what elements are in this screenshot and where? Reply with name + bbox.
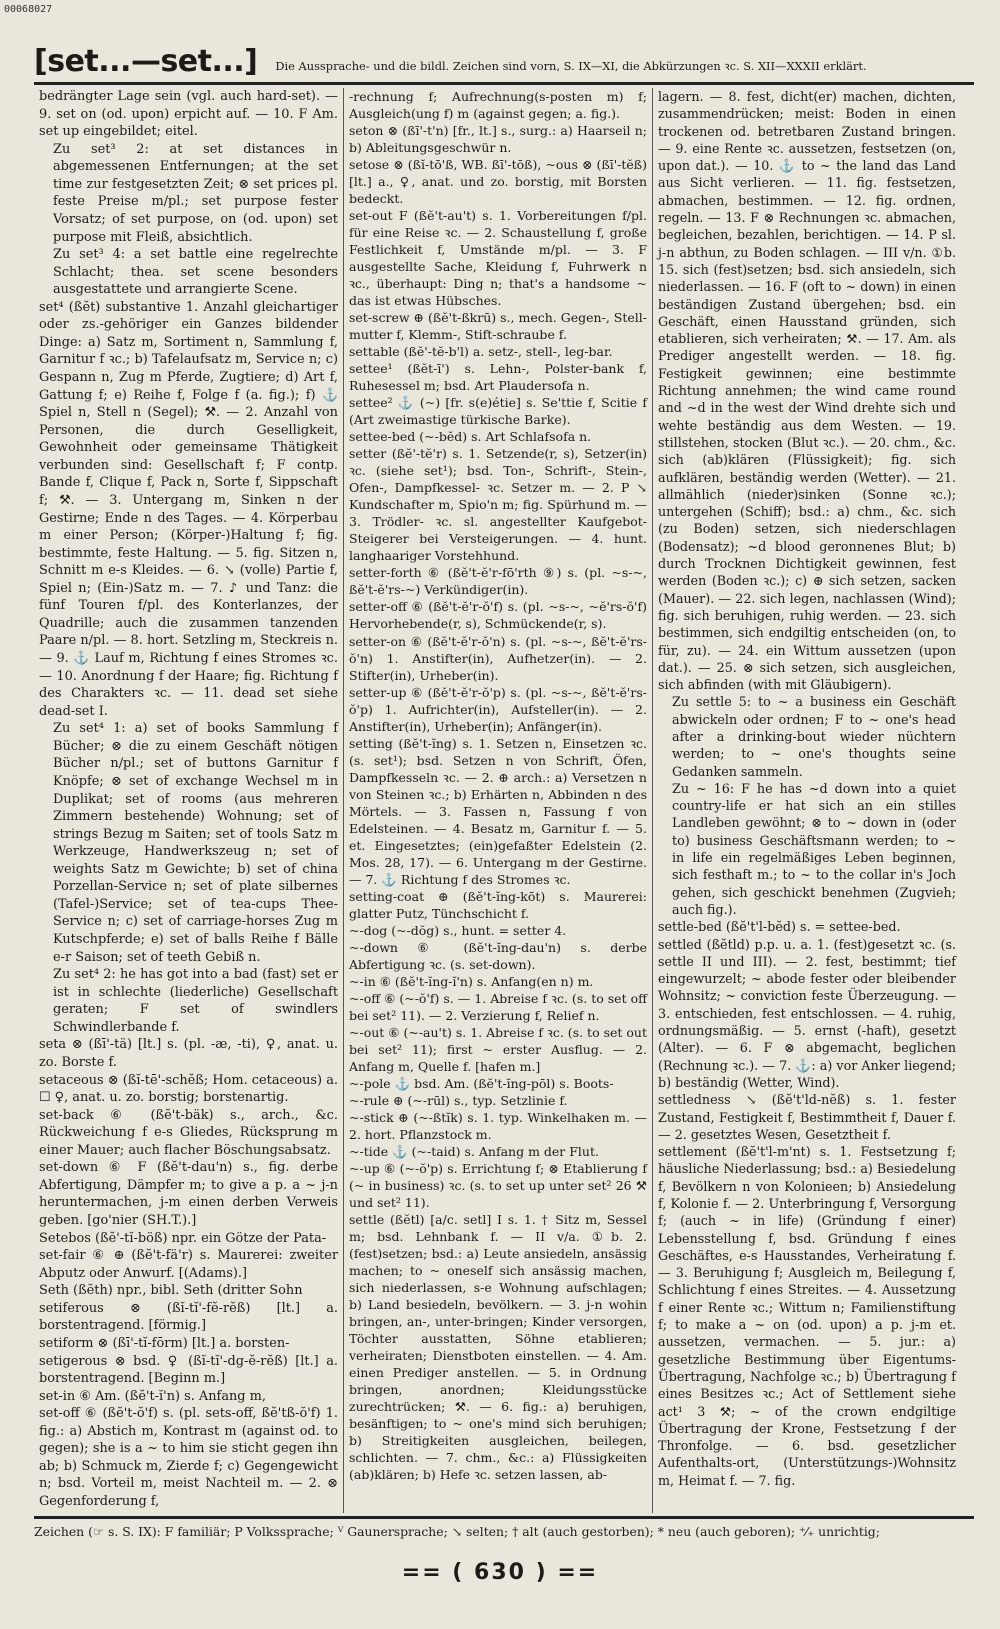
dictionary-entry: settee-bed (~-bĕd) s. Art Schlafsofa n. — [349, 429, 592, 445]
dictionary-entry: seton ⊗ (ßī'-t'n) [fr., lt.] s., surg.: a) Haarseil n; b) Ableitungsgeschwür n. — [349, 123, 647, 156]
dictionary-entry: settee¹ (ßĕt-ī') s. Lehn-, Polster-bank f, Ruhesessel m; bsd. Art Plaudersofa n. — [349, 361, 647, 394]
dictionary-entry: Zu set⁴ 2: he has got into a bad (fast) set er ist in schlechte (liederliche) Gesellschaft geraten; F set of swindlers Schwindlerbande f. — [53, 967, 338, 1035]
dictionary-entry: ~-dog (~-dŏg) s., hunt. = setter 4. — [349, 922, 567, 938]
dictionary-entry: Zu ~ 16: F he has ~d down into a quiet country-life er hat sich an ein stilles Landleben gewöhnt; ⊗ to ~ down in (oder to) business Geschäftsmann werden; to ~ in life ein regelmäßiges Leben beginnen, sich festhaft m.; to ~ to the collar in's Joch gehen, sich geschickt benehmen (Zugvieh; auch fig.). — [672, 780, 956, 917]
footer-legend: Zeichen (☞ s. S. IX): F familiär; P Volkssprache; ⱽ Gaunersprache; ↘ selten; † alt (auch gestorben); * neu (auch geboren); ⁺⁄₊ unrichtig; — [34, 1516, 974, 1539]
dictionary-entry: bedrängter Lage sein (vgl. auch hard-set). — 9. set on (od. upon) erpicht auf. — 10. F Am. set up eingebildet; eitel. — [39, 89, 338, 140]
dictionary-entry: setose ⊗ (ßĭ-tō'ß, WB. ßī'-tōß), ~ous ⊗ (ßī'-tĕß) [lt.] a., ♀, anat. und zo. borstig, mit Borsten bedeckt. — [349, 157, 647, 207]
dictionary-entry: ~-off ⑥ (~-ŏ'f) s. — 1. Abreise f ꝛc. (s. to set off bei set² 11). — 2. Verzierung f, Relief n. — [349, 990, 647, 1023]
dictionary-entry: Zu set³ 4: a set battle eine regelrechte Schlacht; thea. set scene besonders ausgestattete und arrangierte Scene. — [53, 247, 338, 298]
dictionary-entry: set-screw ⊕ (ßĕ't-ßkrū) s., mech. Gegen-, Stell-mutter f, Klemm-, Stift-schraube f. — [349, 310, 647, 343]
dictionary-entry: ~-tide ⚓ (~-taid) s. Anfang m der Flut. — [349, 1143, 599, 1159]
dictionary-entry: Zu set³ 2: at set distances in abgemessenen Entfernungen; at the set time zur festgesetzten Zeit; ⊗ set prices pl. feste Preise m/pl.; set purpose fester Vorsatz; of set purpose, on (od. upon) set purpose mit Fleiß, absichtlich. — [53, 141, 338, 245]
dictionary-entry: ~-down ⑥ (ßĕ't-ĭng-dau'n) s. derbe Abfertigung ꝛc. (s. set-down). — [349, 939, 647, 972]
dictionary-entry: set-down ⑥ F (ßĕ't-dau'n) s., fig. derbe Abfertigung, Dämpfer m; to give a p. a ~ j-n heruntermachen, j-m einen derben Verweis geben. [go'nier (SH.T.).] — [39, 1160, 338, 1228]
dictionary-entry: setter-up ⑥ (ßĕ't-ĕ'r-ŏ'p) s. (pl. ~s-~, ßĕ't-ĕ'rs-ŏ'p) 1. Aufrichter(in), Aufsteller(in). — 2. Anstifter(in), Urheber(in); Anfänger(in). — [349, 684, 647, 734]
dictionary-entry: set-fair ⑥ ⊕ (ßĕ't-fä'r) s. Maurerei: zweiter Abputz oder Anwurf. [(Adams).] — [39, 1248, 338, 1281]
dictionary-entry: seta ⊗ (ßī'-tä) [lt.] s. (pl. -æ, -ti), ♀, anat. u. zo. Borste f. — [39, 1037, 338, 1070]
dictionary-entry: set-in ⑥ Am. (ßĕ't-ĭ'n) s. Anfang m, — [39, 1388, 266, 1404]
column-left — [34, 88, 343, 1513]
dictionary-entry: settle-bed (ßĕ't'l-bĕd) s. = settee-bed. — [658, 919, 901, 935]
page-header — [34, 42, 974, 85]
dictionary-entry: ~-pole ⚓ bsd. Am. (ßĕ't-ĭng-pōl) s. Boots- — [349, 1075, 614, 1091]
dictionary-entry: ~-up ⑥ (~-ŏ'p) s. Errichtung f; ⊗ Etablierung f (~ in business) ꝛc. (s. to set up unter set² 26 ⚒ und set² 11). — [349, 1160, 647, 1211]
running-head: [set...—set...] — [34, 44, 258, 79]
header-note: Die Aussprache- und die bildl. Zeichen sind vorn, S. IX—XI, die Abkürzungen ꝛc. S. XII—XXXII erklärt. — [275, 59, 867, 73]
column-middle — [343, 88, 652, 1513]
dictionary-entry: setter (ßĕ'-tĕ'r) s. 1. Setzende(r, s), Setzer(in) ꝛc. (siehe set¹); bsd. Ton-, Schrift-, Stein-, Ofen-, Dampfkessel- ꝛc. Setzer m. — 2. P ↘ Kundschafter m, Spio'n m; fig. Spürhund m. — 3. Trödler- ꝛc. sl. angestellter Kaufgebot-Steigerer bei Versteigerungen. — 4. hunt. langhaariger Vorstehhund. — [349, 446, 647, 564]
dictionary-entry: Zu settle 5: to ~ a business ein Geschäft abwickeln oder ordnen; F to ~ one's head after a drinking-bout wieder nüchtern werden; to ~ one's thoughts seine Gedanken sammeln. — [672, 694, 956, 779]
dictionary-entry: settled (ßĕtld) p.p. u. a. 1. (fest)gesetzt ꝛc. (s. settle II und III). — 2. fest, bestimmt; tief eingewurzelt; ~ abode fester oder bleibender Wohnsitz; ~ conviction feste Überzeugung. — 3. entschieden, fest entschlossen. — 4. ruhig, ordnungsmäßig. — 5. ernst (-haft), gesetzt (Alter). — 6. F ⊗ abgemacht, beglichen (Rechnung ꝛc.). — 7. ⚓: a) vor Anker liegend; b) beständig (Wetter, Wind). — [658, 936, 956, 1090]
dictionary-entry: setiferous ⊗ (ßĭ-tĭ'-fĕ-rĕß) [lt.] a. borstentragend. [förmig.] — [39, 1300, 338, 1334]
dictionary-entry: setter-forth ⑥ (ßĕ't-ĕ'r-fō'rth ⑨) s. (pl. ~s-~, ßĕ't-ĕ'rs-~) Verkündiger(in). — [349, 565, 647, 598]
dictionary-entry: Zu set⁴ 1: a) set of books Sammlung f Bücher; ⊗ die zu einem Geschäft nötigen Bücher n/pl.; set of buttons Garnitur f Knöpfe; ⊗ set of exchange Wechsel m in Duplikat; set of rooms (aus mehreren Zimmern bestehende) Wohnung; set of strings Bezug m Saiten; set of tools Satz m Werkzeuge, Handwerkszeug n; set of weights Satz m Gewichte; b) set of china Porzellan-Service n; set of plate silbernes (Tafel-)Service; set of tea-cups Thee-Service n; c) set of carriage-horses Zug m Kutschpferde; e) set of balls Reihe f Bälle e-r Saison; set of teeth Gebiß n. — [53, 721, 338, 965]
dictionary-entry: setaceous ⊗ (ßĭ-tē'-schĕß; Hom. cetaceous) a. ☐ ♀, anat. u. zo. borstig; borstenartig. — [39, 1072, 338, 1106]
dictionary-entry: ~-rule ⊕ (~-rūl) s., typ. Setzlinie f. — [349, 1092, 568, 1108]
dictionary-entry: ~-stick ⊕ (~-ßtĭk) s. 1. typ. Winkelhaken m. — 2. hort. Pflanzstock m. — [349, 1109, 647, 1142]
dictionary-entry: -rechnung f; Aufrechnung(s-posten m) f; Ausgleich(ung f) m (against gegen; a. fig.). — [349, 89, 647, 122]
dictionary-entry: settee² ⚓ (~) [fr. s(e)étie] s. Se'ttie f, Scitie f (Art zweimastige türkische Barke). — [349, 395, 647, 428]
dictionary-entry: settle (ßĕtl) [a/c. setl] I s. 1. † Sitz m, Sessel m; bsd. Lehnbank f. — II v/a. ①b. 2. (fest)setzen; bsd.: a) Leute ansiedeln, ansässig machen; to ~ oneself sich ansässig machen, sich niederlassen, s-e Wohnung aufschlagen; b) Land besiedeln, bevölkern. — 3. j-n wohin bringen, an-, unter-bringen; Kinder versorgen, Töchter ausstatten, Söhne etablieren; verheiraten; Dienstboten einstellen. — 4. Am. einen Prediger anstellen. — 5. in Ordnung bringen, anordnen; Kleidungsstücke zurechtrücken; ⚒. — 6. fig.: a) beruhigen, besänftigen; to ~ one's mind sich beruhigen; b) Streitigkeiten ausgleichen, beilegen, schlichten. — 7. chm., &c.: a) Flüssigkeiten (ab)klären; b) Hefe ꝛc. setzen lassen, ab- — [349, 1212, 647, 1483]
dictionary-entry: settlement (ßĕ't'l-m'nt) s. 1. Festsetzung f; häusliche Niederlassung; bsd.: a) Besiedelung f, Bevölkern n von Kolonieen; b) Ansiedelung f, Kolonie f. — 2. Unterbringung f, Versorgung f; (auch ~ in life) (Gründung f einer) Lebensstellung f, bsd. Gründung f eines Geschäftes, e-s Hausstandes, Verheiratung f. — 3. Beruhigung f; Ausgleich m, Beilegung f, Schlichtung f eines Streites. — 4. Aussetzung f einer Rente ꝛc.; Wittum n; Familienstiftung f; to make a ~ on (od. upon) a p. j-m et. aussetzen, vermachen. — 5. jur.: a) gesetzliche Bestimmung über Eigentums-Übertragung, Nachfolge ꝛc.; b) Übertragung f eines Besitzes ꝛc.; Act of Settlement siehe act¹ 3 ⚒; ~ of the crown endgiltige Übertragung der Krone, Festsetzung f der Thronfolge. — 6. bsd. gesetzlicher Aufenthalts-ort, (Unterstützungs-)Wohnsitz m, Heimat f. — 7. fig. — [658, 1144, 956, 1488]
dictionary-entry: Setebos (ßĕ'-tĭ-böß) npr. ein Götze der Pata- — [39, 1230, 327, 1246]
dictionary-entry: set-back ⑥ (ßĕ't-bäk) s., arch., &c. Rückweichung f e-s Gliedes, Rücksprung m einer Mauer; auch flacher Böschungsabsatz. — [39, 1107, 338, 1158]
dictionary-entry: setter-on ⑥ (ßĕ't-ĕ'r-ŏ'n) s. (pl. ~s-~, ßĕ't-ĕ'rs-ŏ'n) 1. Anstifter(in), Aufhetzer(in). — 2. Stifter(in), Urheber(in). — [349, 633, 647, 683]
dictionary-entry: set⁴ (ßĕt) substantive 1. Anzahl gleichartiger oder zs.-gehöriger ein Ganzes bildender Dinge: a) Satz m, Sortiment n, Sammlung f, Garnitur f ꝛc.; b) Tafelaufsatz m, Service n; c) Gespann n, Zug m Pferde, Zugtiere; d) Art f, Gattung f; e) Reihe f, Folge f (a. fig.); f) ⚓ Spiel n, Stell n (Segel); ⚒. — 2. Anzahl von Personen, die durch Geselligkeit, Gewohnheit oder gemeinsame Thätigkeit verbunden sind: Gesellschaft f; F contp. Bande f, Clique f, Pack n, Sorte f, Sippschaft f; ⚒. — 3. Untergang m, Sinken n der Gestirne; Ende n des Tages. — 4. Körperbau m einer Person; (Körper-)Haltung f; fig. bestimmte, feste Haltung. — 5. fig. Sitzen n, Schnitt m e-s Kleides. — 6. ↘ (volle) Partie f, Spiel n; (Ein-)Satz m. — 7. ♪ und Tanz: die fünf Touren f/pl. des Konterlanzes, der Quadrille; auch die zusammen tanzenden Paare n/pl. — 8. hort. Setzling m, Steckreis n. — 9. ⚓ Lauf m, Richtung f eines Stromes ꝛc. — 10. Anordnung f der Haare; fig. Richtung f des Charakters ꝛc. — 11. dead set siehe dead-set I. — [39, 299, 338, 719]
scan-id: 00068027 — [4, 4, 53, 15]
dictionary-entry: settable (ßĕ'-tĕ-b'l) a. setz-, stell-, leg-bar. — [349, 344, 613, 360]
dictionary-entry: ~-out ⑥ (~-au't) s. 1. Abreise f ꝛc. (s. to set out bei set² 11); first ~ erster Ausflug. — 2. Anfang m, Quelle f. [hafen m.] — [349, 1024, 647, 1074]
dictionary-entry: setter-off ⑥ (ßĕ't-ĕ'r-ŏ'f) s. (pl. ~s-~, ~ĕ'rs-ŏ'f) Hervorhebende(r, s), Schmückende(r, s). — [349, 599, 647, 632]
dictionary-entry: setiform ⊗ (ßī'-tĭ-fōrm) [lt.] a. borsten- — [39, 1335, 290, 1351]
page-number-value: 630 — [474, 1560, 526, 1585]
dictionary-entry: set-out F (ßĕ't-au't) s. 1. Vorbereitungen f/pl. für eine Reise ꝛc. — 2. Schaustellung f, große Festlichkeit f, Umstände m/pl. — 3. F ausgestellte Sache, Kleidung f, Fuhrwerk n ꝛc., überhaupt: Ding n; that's a handsome ~ das ist etwas Hübsches. — [349, 208, 647, 309]
dictionary-entry: setting-coat ⊕ (ßĕ't-ĭng-kōt) s. Maurerei: glatter Putz, Tünchschicht f. — [349, 888, 647, 921]
page-number: == ( 630 ) == — [401, 1560, 599, 1585]
dictionary-entry: settledness ↘ (ßĕ't'ld-nĕß) s. 1. fester Zustand, Festigkeit f, Bestimmtheit f, Dauer f. — 2. gesetztes Wesen, Gesetztheit f. — [658, 1092, 956, 1142]
dictionary-entry: set-off ⑥ (ßĕ't-ŏ'f) s. (pl. sets-off, ßĕ'tß-ŏ'f) 1. fig.: a) Abstich m, Kontrast m (against od. to gegen); she is a ~ to him sie sticht gegen ihn ab; b) Schmuck m, Zierde f; c) Gegengewicht n; bsd. Vorteil m, meist Nachteil m. — 2. ⊗ Gegenforderung f, — [39, 1406, 338, 1509]
column-right — [652, 88, 961, 1513]
dictionary-entry: setting (ßĕ't-ĭng) s. 1. Setzen n, Einsetzen ꝛc. (s. set¹); bsd. Setzen n von Schrift, Öfen, Dampfkesseln ꝛc. — 2. ⊕ arch.: a) Versetzen n von Steinen ꝛc.; b) Erhärten n, Abbinden n des Mörtels. — 3. Fassen n, Fassung f von Edelsteinen. — 4. Besatz m, Garnitur f. — 5. et. Eingesetztes; (ein)gefaßter Edelstein (2. Mos. 28, 17). — 6. Untergang m der Gestirne. — 7. ⚓ Richtung f des Stromes ꝛc. — [349, 735, 647, 887]
dictionary-entry: setigerous ⊗ bsd. ♀ (ßĭ-tĭ'-dg-ĕ-rĕß) [lt.] a. borstentragend. [Beginn m.] — [39, 1353, 338, 1387]
dictionary-entry: lagern. — 8. fest, dicht(er) machen, dichten, zusammendrücken; meist: Boden in einen trockenen od. betretbaren Zustand bringen. — 9. eine Rente ꝛc. aussetzen, festsetzen (on, upon dat.). — 10. ⚓ to ~ the land das Land aus Sicht verlieren. — 11. fig. festsetzen, abmachen, bestimmen. — 12. fig. ordnen, regeln. — 13. F ⊗ Rechnungen ꝛc. abmachen, begleichen, bezahlen, berichtigen. — 14. P sl. j-n abthun, zu Boden schlagen. — III v/n. ①b. 15. sich (fest)setzen; bsd. sich ansiedeln, sich niederlassen. — 16. F (oft to ~ down) in einen beständigen Zustand übergehen; bsd. ein Geschäft, einen Hausstand gründen, sich etablieren, sich verheiraten; ⚒. — 17. Am. als Prediger angestellt werden. — 18. fig. Festigkeit gewinnen; eine bestimmte Richtung annehmen; the wind came round and ~d in the west der Wind drehte sich und wehte beständig aus dem Westen. — 19. stillstehen, stocken (Blut ꝛc.). — 20. chm., &c. sich (ab)klären (Flüssigkeit); fig. sich aufklären, beständig werden (Wetter). — 21. allmählich (nieder)sinken (Sonne ꝛc.); untergehen (Schiff); bsd.: a) chm., &c. sich (zu Boden) setzen, sich niederschlagen (Bodensatz); ~d blood geronnenes Blut; b) durch Trocknen Dichtigkeit gewinnen, fest werden (Boden ꝛc.); c) ⊕ sich setzen, sacken (Mauer). — 22. sich legen, nachlassen (Wind); fig. sich beruhigen, ruhig werden. — 23. sich bestimmen, sich endgiltig entscheiden (on, to für, zu). — 24. ein Wittum aussetzen (upon dat.). — 25. ⊗ sich setzen, sich ausgleichen, sich abfinden (with mit Gläubigern). — [658, 89, 956, 693]
dictionary-entry: ~-in ⑥ (ßĕ't-ĭng-ĭ'n) s. Anfang(en n) m. — [349, 973, 594, 989]
dictionary-entry: Seth (ßĕth) npr., bibl. Seth (dritter Sohn — [39, 1283, 303, 1299]
entry-columns — [34, 88, 976, 1513]
